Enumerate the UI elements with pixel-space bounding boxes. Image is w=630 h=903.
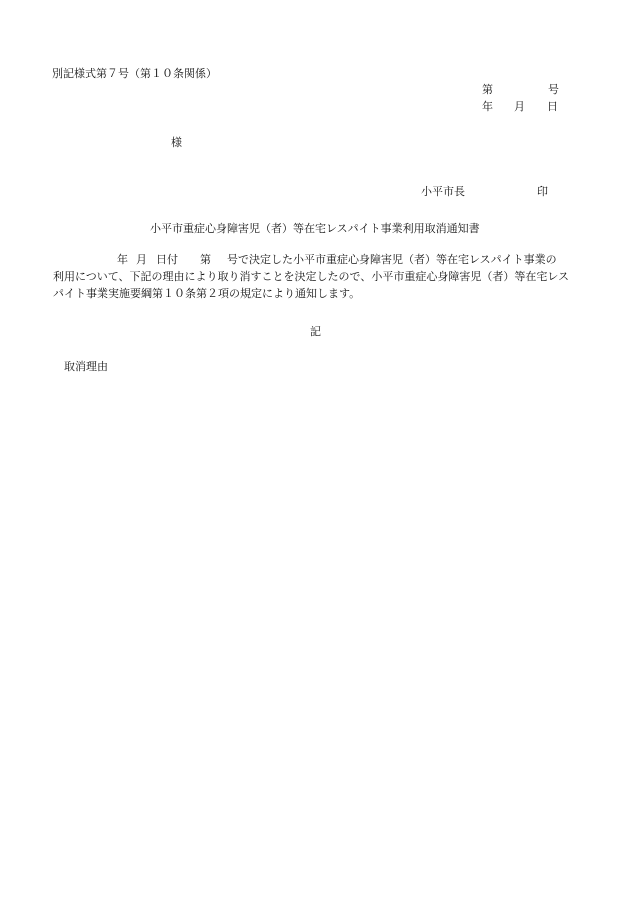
document-number-suffix: 号 [548,83,559,96]
body-number-prefix: 第 [200,253,211,266]
body-year-label: 年 [117,253,128,266]
document-title: 小平市重症心身障害児（者）等在宅レスパイト事業利用取消通知書 [150,222,480,235]
cancellation-reason-label: 取消理由 [64,360,108,373]
body-line-1 [53,254,583,271]
date-year-label: 年 [482,100,493,113]
date-month-label: 月 [514,100,525,113]
seal-mark: 印 [537,185,548,198]
body-line-2: 利用について、下記の理由により取り消すことを決定したので、小平市重症心身障害児（者）等在宅レス [53,270,570,283]
ki-heading: 記 [310,325,321,338]
date-day-label: 日 [547,100,558,113]
document-number-prefix: 第 [482,83,493,96]
body-line-1-text: 号で決定した小平市重症心身障害児（者）等在宅レスパイト事業の [227,253,557,266]
recipient-honorific: 様 [171,136,182,149]
body-date-suffix: 日付 [156,253,178,266]
sender-name: 小平市長 [421,185,465,198]
body-paragraph [53,254,583,305]
form-label: 別記様式第７号（第１０条関係） [52,67,217,80]
body-line-3: パイト事業実施要綱第１０条第２項の規定により通知します。 [53,287,361,300]
body-month-label: 月 [136,253,147,266]
